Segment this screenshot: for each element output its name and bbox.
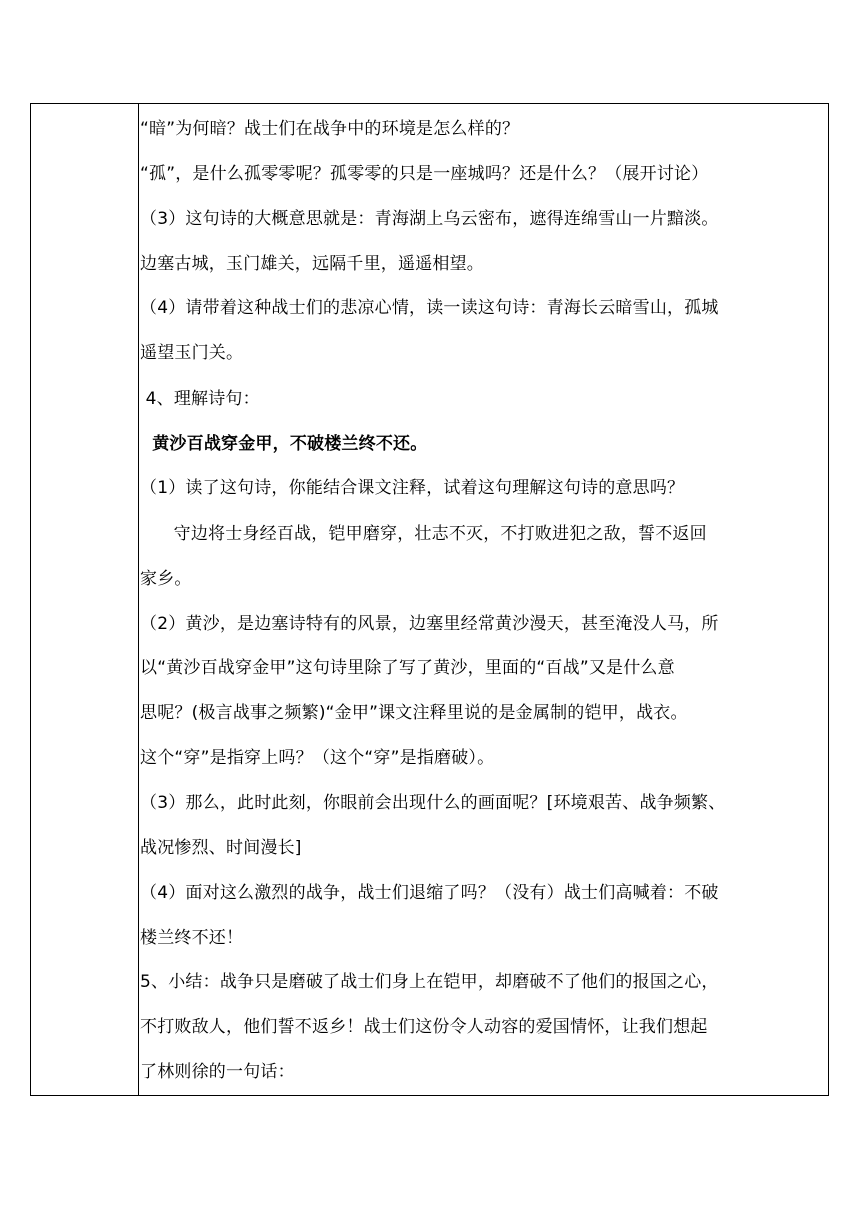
text-line: （4）请带着这种战士们的悲凉心情，读一读这句诗：青海长云暗雪山，孤城 [140,298,719,318]
text-line: 战况惨烈、时间漫长] [140,838,302,858]
text-line: （3）这句诗的大概意思就是：青海湖上乌云密布，遮得连绵雪山一片黯淡。 [140,209,719,229]
text-line: （4）面对这么激烈的战争，战士们退缩了吗？（没有）战士们高喊着：不破 [140,883,719,903]
text-line: 5、小结：战争只是磨破了战士们身上在铠甲，却磨破不了他们的报国之心， [140,972,719,992]
table-left-column [31,104,139,1095]
text-line: 这个“穿”是指穿上吗？（这个“穿”是指磨破）。 [140,748,495,768]
lesson-table [30,103,829,1096]
text-line: 边塞古城，玉门雄关，远隔千里，遥遥相望。 [140,254,484,274]
text-line: 家乡。 [140,569,192,589]
table-content-cell [140,104,828,1095]
poem-line: 黄沙百战穿金甲，不破楼兰终不还。 [140,434,428,454]
text-line: 楼兰终不还！ [140,928,244,948]
text-line: “暗”为何暗？战士们在战争中的环境是怎么样的？ [140,119,520,139]
text-line: （3）那么，此时此刻，你眼前会出现什么的画面呢？[环境艰苦、战争频繁、 [140,793,726,813]
section-heading: 4、理解诗句： [140,389,260,409]
text-line: 以“黄沙百战穿金甲”这句诗里除了写了黄沙，里面的“百战”又是什么意 [140,658,675,678]
text-line: 了林则徐的一句话： [140,1062,295,1082]
text-line: （1）读了这句诗，你能结合课文注释，试着这句理解这句诗的意思吗？ [140,478,685,498]
text-line: 不打败敌人，他们誓不返乡！战士们这份令人动容的爱国情怀，让我们想起 [140,1017,708,1037]
text-line: （2）黄沙，是边塞诗特有的风景，边塞里经常黄沙漫天，甚至淹没人马，所 [140,614,719,634]
text-line: 遥望玉门关。 [140,343,244,363]
text-line: “孤”，是什么孤零零呢？孤零零的只是一座城吗？还是什么？（展开讨论） [140,164,709,184]
text-line: 思呢？(极言战事之频繁)“金甲”课文注释里说的是金属制的铠甲，战衣。 [140,703,688,723]
text-line: 守边将士身经百战，铠甲磨穿，壮志不灭，不打败进犯之敌，誓不返回 [140,524,707,544]
